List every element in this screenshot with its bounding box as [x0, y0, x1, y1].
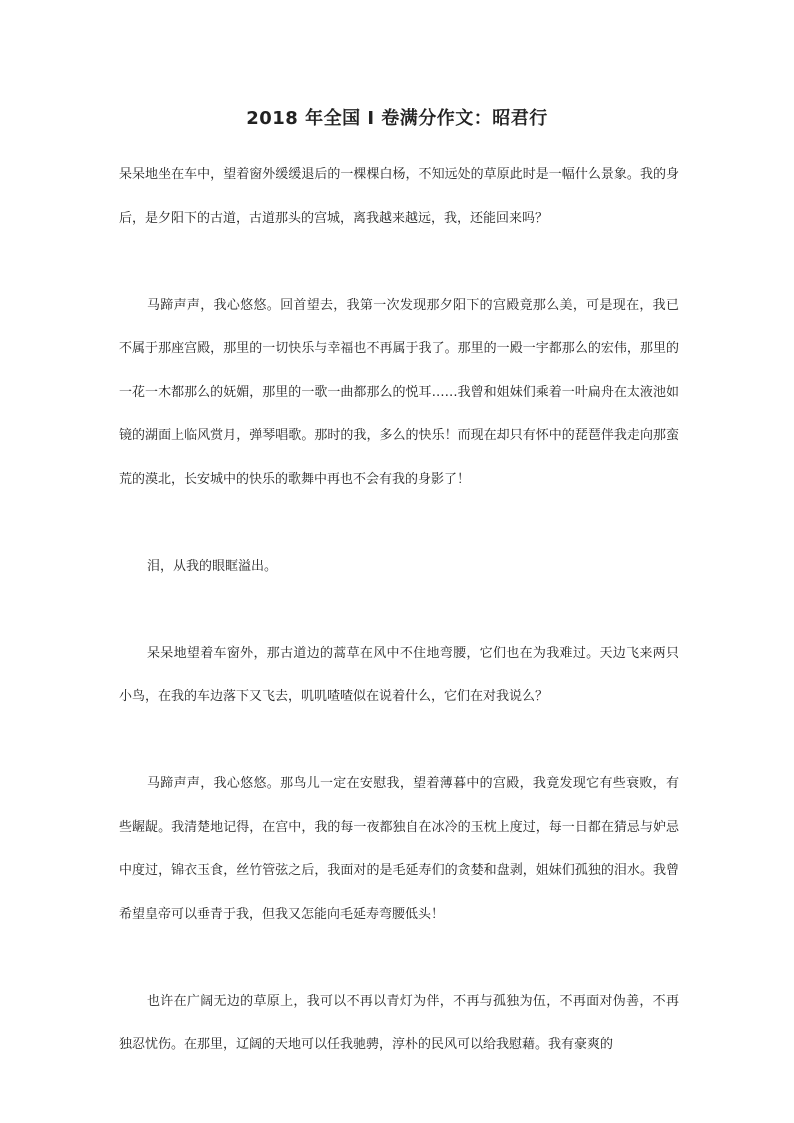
paragraph-3: 泪，从我的眼眶溢出。: [147, 558, 278, 574]
paragraph-2: 马蹄声声，我心悠悠。回首望去，我第一次发现那夕阳下的宫殿竟那么美，可是现在，我已不属于那座宫殿，那里的一切快乐与幸福也不再属于我了。那里的一殿一宇都那么的宏伟，那里的一花一木都那么的妩媚，那里的一歌一曲都那么的悦耳……我曾和姐妹们乘着一叶扁舟在太液池如镜的湖面上临风赏月，弹琴唱歌。那时的我，多么的快乐！而现在却只有怀中的琵琶伴我走向那蛮荒的漠北，长安城中的快乐的歌舞中再也不会有我的身影了！: [119, 297, 679, 487]
paragraph-4: 呆呆地望着车窗外，那古道边的蒿草在风中不住地弯腰，它们也在为我难过。天边飞来两只小鸟，在我的车边落下又飞去，叽叽喳喳似在说着什么，它们在对我说么？: [119, 645, 679, 704]
paragraph-5: 马蹄声声，我心悠悠。那鸟儿一定在安慰我，望着薄暮中的宫殿，我竟发现它有些衰败，有些龌龊。我清楚地记得，在宫中，我的每一夜都独自在冰冷的玉枕上度过，每一日都在猜忌与妒忌中度过，锦衣玉食，丝竹管弦之后，我面对的是毛延寿们的贪婪和盘剥，姐妹们孤独的泪水。我曾希望皇帝可以垂青于我，但我又怎能向毛延寿弯腰低头！: [119, 776, 679, 922]
document-title: 2018 年全国 I 卷满分作文：昭君行: [246, 108, 548, 129]
document-body: [119, 153, 679, 1067]
paragraph-1: 呆呆地坐在车中，望着窗外缓缓退后的一棵棵白杨，不知远处的草原此时是一幅什么景象。我的身后，是夕阳下的古道，古道那头的宫城，离我越来越远，我，还能回来吗？: [119, 167, 679, 226]
paragraph-6: 也许在广阔无边的草原上，我可以不再以青灯为伴，不再与孤独为伍，不再面对伪善，不再独忍忧伤。在那里，辽阔的天地可以任我驰骋，淳朴的民风可以给我慰藉。我有豪爽的: [119, 993, 679, 1052]
